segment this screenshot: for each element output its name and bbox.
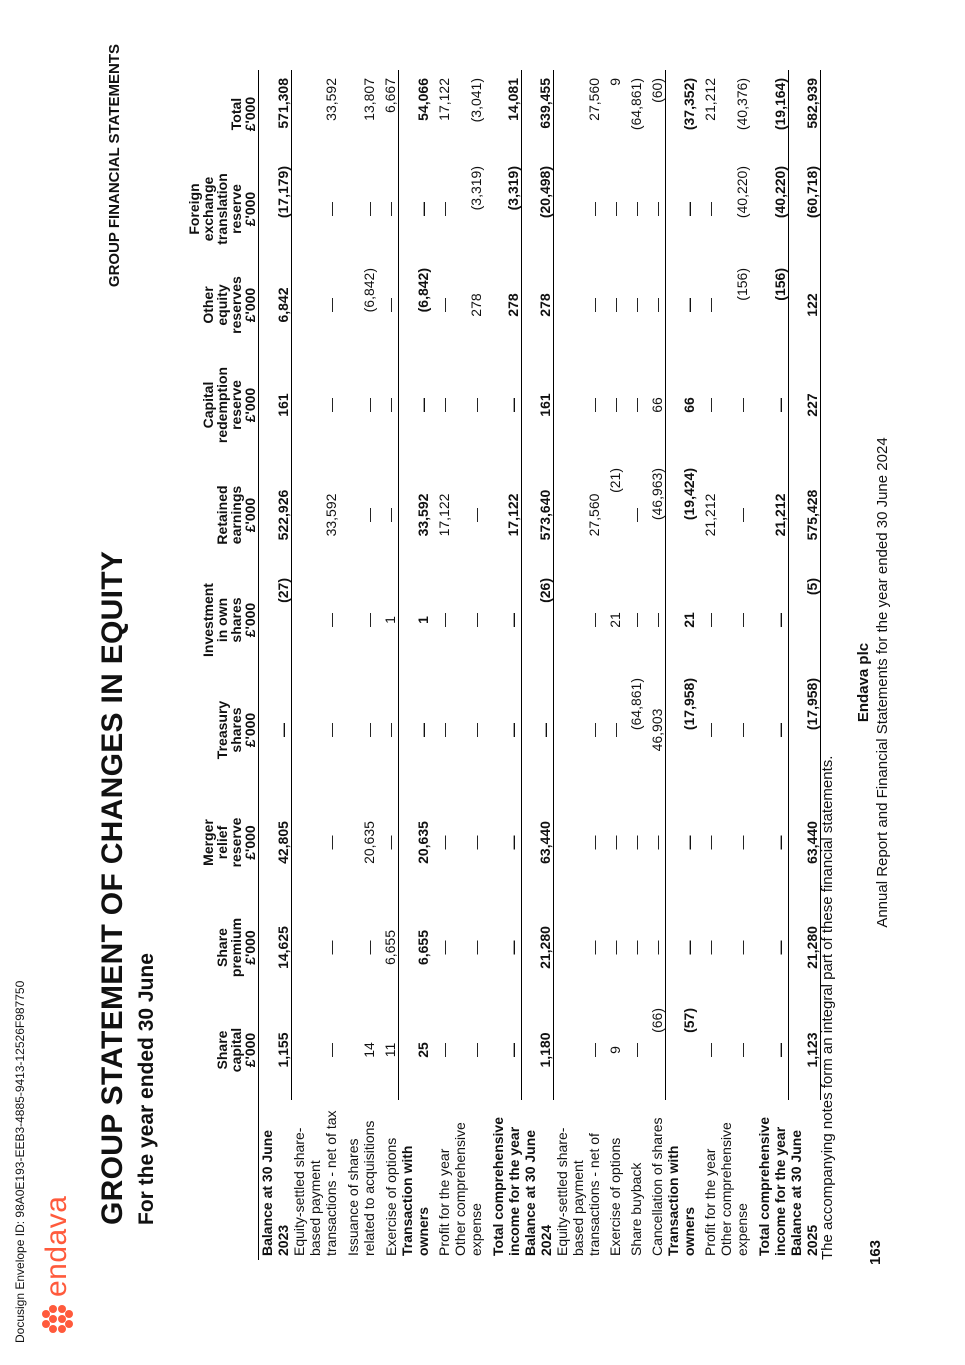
table-cell: 278 <box>522 260 554 350</box>
table-cell: — <box>771 613 788 627</box>
table-cell: — <box>382 835 398 850</box>
table-cell: — <box>361 398 377 412</box>
table-cell: 17,122 <box>435 493 452 537</box>
table-cell: — <box>702 398 718 412</box>
table-row <box>788 70 820 1260</box>
table-cell: 9 <box>606 78 623 86</box>
row-label: Exercise of options <box>382 1137 399 1256</box>
table-cell: 227 <box>788 350 820 460</box>
row-label: Equity-settled share-based payment transactions - net of tax <box>291 1110 339 1256</box>
report-title: Annual Report and Financial Statements for the year ended 30 June 2024 <box>874 437 891 928</box>
row-label: Exercise of options <box>606 1137 623 1256</box>
table-cell: 6,667 <box>382 78 398 114</box>
table-cell: — <box>505 940 521 955</box>
table-cell: — <box>467 940 484 955</box>
table-cell: — <box>734 723 750 737</box>
table-row <box>623 70 644 1260</box>
table-cell: (66) <box>648 1008 665 1033</box>
table-cell: 21 <box>665 570 697 670</box>
table-cell: 571,308 <box>259 70 292 158</box>
table-row <box>750 70 788 1260</box>
table-cell: — <box>382 508 398 522</box>
table-cell: 17,122 <box>435 78 452 121</box>
table-cell: — <box>361 723 377 737</box>
table-cell: (37,352) <box>665 70 697 158</box>
table-cell: — <box>606 835 623 850</box>
table-cell: — <box>435 398 452 412</box>
table-cell: 33,592 <box>399 460 431 570</box>
table-cell: — <box>435 298 452 312</box>
table-cell: — <box>734 508 750 522</box>
table-cell: (3,041) <box>467 78 484 123</box>
table-cell: — <box>323 298 339 312</box>
page-title: GROUP STATEMENT OF CHANGES IN EQUITY <box>96 550 129 1225</box>
table-cell: — <box>627 398 644 412</box>
table-cell: — <box>627 508 644 522</box>
table-cell: — <box>467 398 484 412</box>
table-cell: (57) <box>665 1000 697 1100</box>
table-cell: 14,625 <box>259 895 292 1000</box>
table-cell: — <box>435 835 452 850</box>
table-cell: — <box>627 613 644 627</box>
company-name: Endava plc <box>855 642 872 723</box>
table-cell: — <box>323 398 339 412</box>
table-cell: (40,220) <box>734 166 750 219</box>
table-cell: 20,635 <box>399 790 431 895</box>
table-cell: — <box>505 613 521 627</box>
table-cell: 14 <box>361 1042 377 1058</box>
table-cell: (3,319) <box>467 166 484 211</box>
table-row <box>697 70 718 1260</box>
table-cell: — <box>323 202 339 216</box>
column-header: Treasury shares £'000 <box>187 670 259 790</box>
column-header: Merger relief reserve £'000 <box>187 790 259 895</box>
table-cell: — <box>585 398 602 412</box>
table-cell: 582,939 <box>788 70 820 158</box>
table-cell: 33,592 <box>323 493 339 537</box>
table-cell: — <box>361 613 377 627</box>
table-cell: — <box>665 790 697 895</box>
table-cell: — <box>585 613 602 627</box>
table-cell: (40,220) <box>771 166 788 219</box>
row-label: Profit for the year <box>702 1148 718 1256</box>
table-cell: (64,861) <box>627 78 644 131</box>
column-header: Other equity reserves £'000 <box>187 260 259 350</box>
table-cell: — <box>585 202 602 216</box>
table-cell: — <box>606 398 623 412</box>
section-title: GROUP FINANCIAL STATEMENTS <box>106 44 123 288</box>
table-cell: — <box>771 1043 788 1057</box>
row-label: Equity-settled share-based payment transactions - net of <box>553 1127 602 1256</box>
table-cell: — <box>399 350 431 460</box>
table-cell: — <box>627 835 644 850</box>
table-cell: — <box>702 723 718 737</box>
row-label: Balance at 30 June 2025 <box>788 1129 820 1256</box>
table-cell: (19,424) <box>665 460 697 570</box>
table-cell: (26) <box>522 570 554 670</box>
table-cell: (17,958) <box>788 670 820 790</box>
column-header: Total £'000 <box>187 70 259 158</box>
brand-logo <box>40 1196 74 1335</box>
table-cell: — <box>435 202 452 216</box>
table-header <box>187 70 259 1260</box>
table-cell: — <box>399 158 431 260</box>
table-cell: — <box>467 835 484 850</box>
table-cell: — <box>734 835 750 850</box>
row-label: Total comprehensive income for the year <box>756 1116 788 1256</box>
table-cell: 33,592 <box>323 78 339 121</box>
table-cell: — <box>361 940 377 955</box>
table-row <box>718 70 750 1260</box>
table-cell: 27,560 <box>585 78 602 121</box>
table-cell: 21 <box>606 612 623 628</box>
table-cell: 278 <box>505 293 521 317</box>
row-label: Transaction with owners <box>398 1145 431 1256</box>
table-cell: 21,280 <box>788 895 820 1000</box>
table-cell: 66 <box>648 397 665 413</box>
table-cell: — <box>734 940 750 955</box>
table-cell: 13,807 <box>361 78 377 121</box>
row-label: Cancellation of shares <box>649 1117 665 1256</box>
table-cell: 63,440 <box>788 790 820 895</box>
table-cell: 1,180 <box>522 1000 554 1100</box>
table-cell: (17,179) <box>259 158 292 260</box>
table-cell: — <box>585 298 602 312</box>
footnote: The accompanying notes form an integral part of these financial statements. <box>819 755 836 1260</box>
table-cell: — <box>627 940 644 955</box>
table-cell: (27) <box>259 570 292 670</box>
table-cell: 66 <box>665 350 697 460</box>
equity-table <box>187 70 821 1260</box>
table-row <box>602 70 623 1260</box>
table-cell: 46,903 <box>648 708 665 752</box>
table-cell: — <box>467 613 484 627</box>
table-cell: 6,655 <box>382 929 398 966</box>
table-cell: (17,958) <box>665 670 697 790</box>
table-cell: (5) <box>788 570 820 670</box>
table-cell: 17,122 <box>505 493 521 537</box>
table-cell: 21,212 <box>771 493 788 537</box>
table-cell: (19,164) <box>771 78 788 131</box>
column-header: Investment in own shares £'000 <box>187 570 259 670</box>
row-label: Balance at 30 June 2023 <box>259 1129 291 1256</box>
table-row <box>452 70 484 1260</box>
table-cell: (3,319) <box>505 166 521 211</box>
table-cell: — <box>648 202 665 216</box>
table-cell: — <box>505 398 521 412</box>
row-label: Share buyback <box>627 1162 644 1256</box>
table-cell: 6,655 <box>399 895 431 1000</box>
table-cell: (6,842) <box>361 268 377 313</box>
table-cell: — <box>467 1043 484 1057</box>
table-cell: — <box>585 835 602 850</box>
table-cell: — <box>585 1043 602 1057</box>
table-cell: 14,081 <box>505 78 521 121</box>
table-cell: — <box>702 298 718 312</box>
table-cell: (6,842) <box>399 260 431 350</box>
row-label: Total comprehensive income for the year <box>489 1116 522 1256</box>
table-cell: — <box>702 835 718 850</box>
row-label: Other comprehensive expense <box>718 1122 750 1256</box>
table-cell: (60) <box>648 78 665 103</box>
table-cell: — <box>323 835 339 850</box>
table-body <box>259 70 821 1260</box>
table-cell: — <box>702 202 718 216</box>
table-cell: 161 <box>259 350 292 460</box>
table-cell: — <box>382 398 398 412</box>
table-cell: — <box>585 940 602 955</box>
table-cell: — <box>323 940 339 955</box>
column-header: Share capital £'000 <box>187 1000 259 1100</box>
table-cell: 20,635 <box>361 821 377 864</box>
table-cell: — <box>361 508 377 522</box>
column-header: Foreign exchange translation reserve £'000 <box>187 158 259 260</box>
table-cell: (60,718) <box>788 158 820 260</box>
table-cell: — <box>665 260 697 350</box>
table-cell: 1,155 <box>259 1000 292 1100</box>
table-cell: — <box>467 723 484 737</box>
table-row <box>484 70 522 1260</box>
table-cell: — <box>522 670 554 790</box>
row-label: Profit for the year <box>435 1148 452 1256</box>
table-cell: — <box>435 1043 452 1057</box>
table-cell: — <box>648 298 665 312</box>
table-cell: 1,123 <box>788 1000 820 1100</box>
table-cell: 6,842 <box>259 260 292 350</box>
table-cell: — <box>734 1043 750 1057</box>
table-row <box>554 70 602 1260</box>
table-cell: — <box>435 940 452 955</box>
table-cell: — <box>627 202 644 216</box>
table-cell: — <box>259 670 292 790</box>
table-cell: 161 <box>522 350 554 460</box>
table-row <box>431 70 452 1260</box>
table-row <box>291 70 339 1260</box>
table-cell: 278 <box>467 293 484 317</box>
table-cell: — <box>627 1043 644 1057</box>
table-cell: — <box>734 613 750 627</box>
table-cell: 27,560 <box>585 493 602 537</box>
table-row <box>665 70 697 1260</box>
column-header: Share premium £'000 <box>187 895 259 1000</box>
table-cell: — <box>648 613 665 627</box>
table-cell: (156) <box>734 268 750 301</box>
row-label: Balance at 30 June 2024 <box>521 1129 554 1256</box>
brand-name: endava <box>40 1195 73 1297</box>
table-cell: — <box>665 158 697 260</box>
table-cell: — <box>323 723 339 737</box>
table-cell: — <box>648 940 665 955</box>
table-cell: (156) <box>771 268 788 301</box>
table-cell: — <box>771 835 788 850</box>
table-cell: — <box>734 398 750 412</box>
page-subtitle: For the year ended 30 June <box>135 953 158 1225</box>
envelope-id: Docusign Envelope ID: 98A0E193-EEB3-4885-9413-12526F987750 <box>13 980 27 1343</box>
table-row <box>399 70 431 1260</box>
table-cell: 25 <box>399 1000 431 1100</box>
table-cell: — <box>606 202 623 216</box>
table-cell: — <box>382 202 398 216</box>
table-cell: (40,376) <box>734 78 750 131</box>
column-header-blank <box>187 1100 259 1260</box>
table-cell: 1 <box>399 570 431 670</box>
endava-logo-icon <box>40 1301 74 1335</box>
table-row <box>339 70 377 1260</box>
table-cell: 54,066 <box>399 70 431 158</box>
table-row <box>259 70 292 1260</box>
table-cell: — <box>771 398 788 412</box>
table-cell: (46,963) <box>648 468 665 521</box>
table-cell: 573,640 <box>522 460 554 570</box>
table-cell: — <box>505 1043 521 1057</box>
table-cell: — <box>435 723 452 737</box>
table-cell: (20,498) <box>522 158 554 260</box>
table-cell: — <box>399 670 431 790</box>
table-cell: 21,212 <box>702 493 718 537</box>
table-cell: — <box>361 202 377 216</box>
row-label: Issuance of shares related to acquisitions <box>345 1120 377 1256</box>
table-cell: — <box>505 723 521 737</box>
table-cell: — <box>382 723 398 737</box>
table-cell: — <box>585 723 602 737</box>
table-cell: 522,926 <box>259 460 292 570</box>
row-label: Other comprehensive expense <box>451 1122 484 1256</box>
table-cell: 21,212 <box>702 78 718 121</box>
table-cell: — <box>648 835 665 850</box>
table-row <box>644 70 666 1260</box>
table-row <box>377 70 399 1260</box>
row-label: Transaction with owners <box>665 1145 697 1256</box>
table-cell: 9 <box>606 1046 623 1054</box>
table-cell: 639,455 <box>522 70 554 158</box>
table-cell: — <box>606 298 623 312</box>
table-cell: 21,280 <box>522 895 554 1000</box>
table-row <box>522 70 554 1260</box>
table-cell: 63,440 <box>522 790 554 895</box>
table-cell: — <box>702 1043 718 1057</box>
column-header: Retained earnings £'000 <box>187 460 259 570</box>
table-cell: — <box>323 613 339 627</box>
table-cell: — <box>771 940 788 955</box>
table-cell: — <box>702 613 718 627</box>
table-cell: (64,861) <box>627 678 644 731</box>
table-cell: 11 <box>382 1042 398 1058</box>
table-cell: 1 <box>382 616 398 624</box>
table-cell: — <box>771 723 788 737</box>
table-cell: — <box>627 298 644 312</box>
table-cell: 122 <box>788 260 820 350</box>
table-cell: (21) <box>606 468 623 493</box>
table-cell: 575,428 <box>788 460 820 570</box>
table-cell: — <box>702 940 718 955</box>
table-cell: — <box>505 835 521 850</box>
table-cell: — <box>323 1043 339 1057</box>
page-number: 163 <box>867 1239 884 1265</box>
table-cell: — <box>606 723 623 737</box>
table-cell: — <box>606 940 623 955</box>
column-header: Capital redemption reserve £'000 <box>187 350 259 460</box>
table-cell: — <box>435 613 452 627</box>
table-cell: 42,805 <box>259 790 292 895</box>
table-cell: — <box>467 508 484 522</box>
table-cell: — <box>382 298 398 312</box>
table-cell: — <box>665 895 697 1000</box>
